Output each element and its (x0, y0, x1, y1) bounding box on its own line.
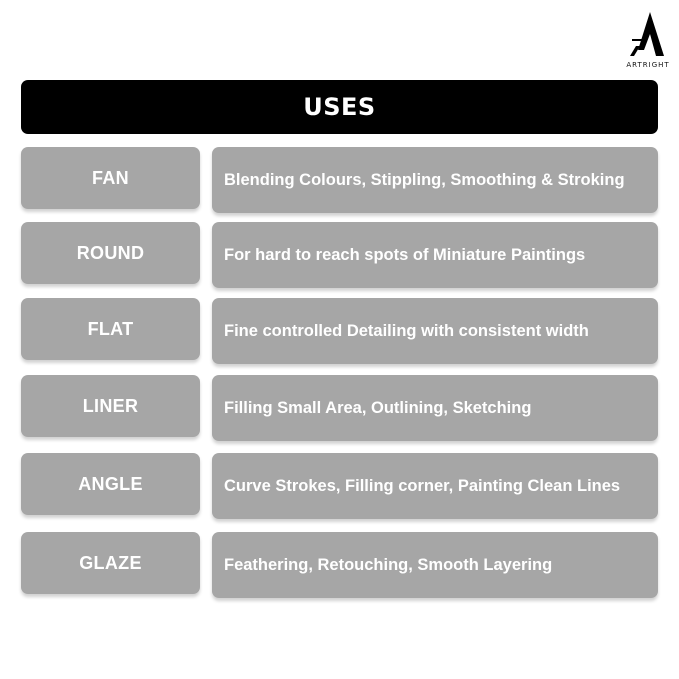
page-title: USES (303, 93, 376, 121)
table-row (21, 375, 658, 441)
brush-use-cell (212, 298, 658, 364)
brush-use-text: For hard to reach spots of Miniature Paintings (224, 245, 586, 264)
table-row (21, 222, 658, 288)
brush-type-label: GLAZE (79, 552, 142, 573)
brush-use-text: Blending Colours, Stippling, Smoothing & Stroking (224, 170, 625, 189)
brush-type-cell (21, 147, 200, 209)
brush-type-cell (21, 453, 200, 515)
table-row (21, 298, 658, 364)
table-row (21, 453, 658, 519)
uses-header (21, 80, 658, 134)
brush-use-cell (212, 375, 658, 441)
brush-use-cell (212, 147, 658, 213)
brush-type-cell (21, 375, 200, 437)
brush-type-label: ROUND (76, 242, 145, 263)
brush-use-text: Fine controlled Detailing with consistent width (224, 321, 589, 340)
brush-use-text: Filling Small Area, Outlining, Sketching (224, 398, 532, 417)
logo-wordmark: ARTRIGHT (626, 61, 670, 69)
brush-use-text: Feathering, Retouching, Smooth Layering (224, 555, 553, 574)
brush-use-cell (212, 453, 658, 519)
brush-type-cell (21, 532, 200, 594)
brush-type-cell (21, 298, 200, 360)
table-row (21, 147, 658, 213)
brush-type-label: ANGLE (78, 473, 143, 494)
brush-use-cell (212, 532, 658, 598)
brand-logo (622, 10, 674, 70)
brush-use-cell (212, 222, 658, 288)
brush-type-label: FAN (92, 167, 129, 188)
brush-type-cell (21, 222, 200, 284)
artright-a-logo-icon (630, 10, 666, 58)
brush-use-text: Curve Strokes, Filling corner, Painting Clean Lines (224, 476, 621, 495)
brush-type-label: FLAT (87, 318, 134, 339)
brush-type-label: LINER (82, 395, 139, 416)
table-row (21, 532, 658, 598)
